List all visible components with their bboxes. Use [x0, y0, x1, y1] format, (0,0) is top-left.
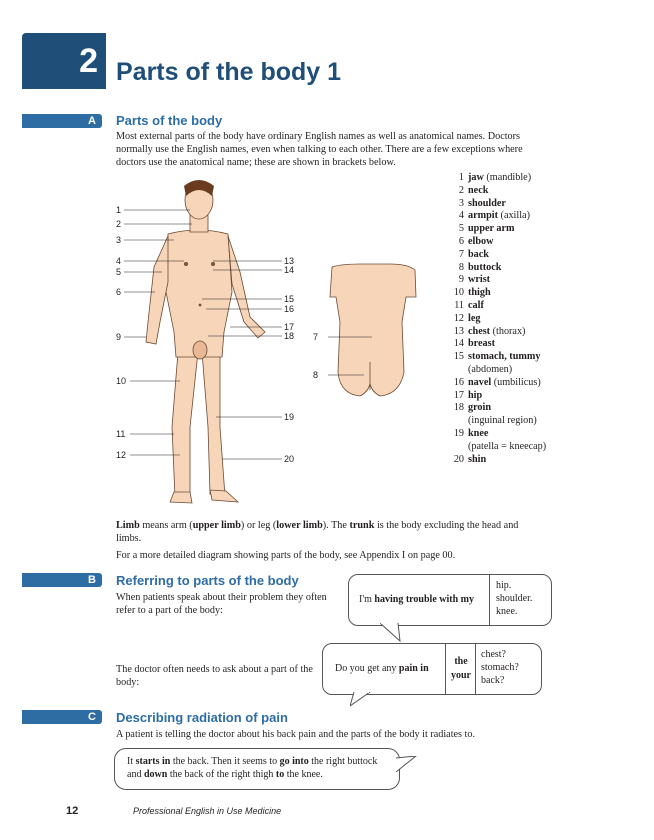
doctor-prefix: Do you get any — [335, 663, 399, 674]
body-part-name: leg — [468, 312, 481, 324]
body-part-name: navel — [468, 376, 492, 388]
body-part-item — [452, 274, 546, 287]
option-chest: chest? — [481, 649, 506, 660]
body-part-number: 6 — [458, 235, 464, 247]
label-6: 6 — [116, 287, 122, 297]
body-diagram — [110, 172, 450, 512]
body-part-number: 1 — [458, 172, 464, 183]
label-11: 11 — [116, 429, 126, 439]
body-part-number: 2 — [458, 184, 464, 196]
body-part-number: 12 — [453, 312, 464, 324]
body-part-name: buttock — [468, 261, 502, 273]
body-part-number: 16 — [453, 376, 464, 388]
body-part-anatomical: (thorax) — [490, 325, 526, 337]
body-part-item — [452, 338, 546, 351]
label-5: 5 — [116, 267, 122, 277]
body-part-number: 19 — [453, 427, 464, 439]
label-1: 1 — [116, 205, 122, 215]
body-part-number — [452, 415, 464, 428]
body-part-number: 18 — [453, 402, 464, 414]
patient-options — [496, 579, 532, 618]
label-14: 14 — [284, 265, 295, 275]
body-part-anatomical: (patella = kneecap) — [468, 440, 547, 452]
page-number: 12 — [66, 805, 79, 817]
label-3: 3 — [116, 235, 122, 245]
body-part-number: 9 — [458, 274, 464, 286]
body-part-number: 17 — [453, 389, 464, 401]
body-part-item — [452, 300, 546, 313]
label-9: 9 — [116, 332, 122, 342]
body-part-name: armpit — [468, 210, 498, 222]
body-part-item — [452, 262, 546, 275]
body-part-name: back — [468, 248, 489, 260]
body-part-anatomical: (umbilicus) — [491, 376, 541, 388]
label-10: 10 — [116, 376, 127, 386]
body-part-item — [452, 287, 546, 300]
quote-text-1: It — [127, 756, 136, 767]
patient-phrase — [359, 594, 474, 605]
section-b-title: Referring to parts of the body — [116, 573, 299, 588]
label-8: 8 — [313, 370, 319, 380]
book-title: Professional English in Use Medicine — [133, 806, 282, 816]
body-part-name: hip — [468, 389, 483, 401]
body-part-number: 4 — [458, 210, 464, 222]
label-18: 18 — [284, 331, 295, 341]
quote-text-2: the back. Then it seems to — [170, 756, 280, 767]
body-part-name: shin — [468, 453, 487, 465]
limb-term: Limb — [116, 520, 140, 531]
label-7: 7 — [313, 332, 319, 342]
option-knee: knee. — [496, 606, 518, 617]
body-part-anatomical: (inguinal region) — [468, 415, 537, 427]
body-part-name: neck — [468, 184, 489, 196]
body-part-number: 3 — [458, 197, 464, 209]
patient-speech-bubble — [348, 574, 552, 626]
patient-prefix: I'm — [359, 594, 375, 605]
section-b-bar: B — [22, 573, 102, 587]
limb-text-3: ). The — [322, 520, 350, 531]
bubble-tail-2 — [350, 692, 380, 708]
body-part-name: chest — [468, 325, 491, 337]
body-part-name: wrist — [468, 274, 491, 286]
body-part-item — [452, 198, 546, 211]
body-part-item — [452, 313, 546, 326]
body-part-name: groin — [468, 402, 492, 414]
option-back: back? — [481, 675, 505, 686]
leader-lines — [124, 210, 372, 459]
body-part-item — [452, 415, 546, 428]
appendix-note: For a more detailed diagram showing parts of the body, see Appendix I on page 00. — [116, 550, 456, 561]
body-part-name: upper arm — [468, 223, 515, 235]
doctor-options — [481, 648, 519, 687]
body-part-name: shoulder — [468, 197, 506, 209]
body-part-item — [452, 249, 546, 262]
body-part-name: breast — [468, 338, 495, 350]
pain-quote — [127, 755, 389, 781]
label-4: 4 — [116, 256, 122, 266]
section-b-text-2: The doctor often needs to ask about a part of the body: — [116, 664, 313, 688]
patient-key-phrase: having trouble with my — [374, 594, 474, 605]
label-15: 15 — [284, 294, 295, 304]
quote-text-5: the knee. — [284, 769, 323, 780]
body-part-number: 5 — [458, 223, 464, 235]
body-part-anatomical: (abdomen) — [468, 363, 513, 375]
body-part-number: 7 — [458, 248, 464, 260]
bubble-tail-1 — [380, 623, 410, 643]
body-part-name: thigh — [468, 287, 491, 299]
back-figure — [330, 264, 416, 396]
quote-text-3: the right buttock and — [127, 756, 378, 780]
body-part-item — [452, 402, 546, 415]
body-part-number: 20 — [453, 453, 464, 465]
body-part-item — [452, 390, 546, 403]
unit-title: Parts of the body 1 — [116, 58, 342, 86]
limb-definition — [116, 519, 536, 545]
section-a-intro: Most external parts of the body have ordinary English names as well as anatomical names. Doctors normally use the English names, even when talking to each other. There are a few exceptions where doctors use the anatomical name; these are shown in brackets below. — [116, 131, 523, 168]
trunk-term: trunk — [349, 520, 375, 531]
body-part-item — [452, 172, 546, 185]
section-c-bar: C — [22, 710, 102, 724]
section-b-text-1: When patients speak about their problem they often refer to a part of the body: — [116, 592, 327, 616]
body-part-item — [452, 428, 546, 441]
body-part-name: calf — [468, 299, 484, 311]
label-2: 2 — [116, 219, 122, 229]
label-19: 19 — [284, 412, 295, 422]
doctor-key-phrase: pain in — [398, 663, 429, 674]
body-part-number: 10 — [453, 287, 464, 299]
option-shoulder: shoulder. — [496, 593, 533, 604]
quote-to: to — [275, 769, 285, 780]
body-part-item — [452, 185, 546, 198]
section-a-bar: A — [22, 114, 102, 128]
body-part-number: 11 — [454, 299, 464, 311]
label-20: 20 — [284, 454, 295, 464]
body-part-item — [452, 377, 546, 390]
body-part-number — [452, 364, 464, 377]
body-part-item — [452, 223, 546, 236]
option-hip: hip. — [496, 580, 512, 591]
body-part-item — [452, 326, 546, 339]
body-parts-list — [452, 172, 546, 466]
doctor-articles — [449, 655, 473, 683]
unit-number: 2 — [79, 41, 98, 80]
body-part-item — [452, 210, 546, 223]
upper-limb-term: upper limb — [192, 520, 241, 531]
pain-quote-bubble — [114, 748, 400, 790]
body-part-item — [452, 351, 546, 364]
body-part-name: elbow — [468, 235, 494, 247]
option-stomach: stomach? — [481, 662, 519, 673]
body-part-name: jaw — [468, 172, 484, 183]
body-part-anatomical: (mandible) — [483, 172, 532, 183]
body-part-item — [452, 236, 546, 249]
limb-text-4: is the body excluding the head and limbs. — [116, 520, 519, 544]
label-17: 17 — [284, 322, 295, 332]
quote-text-4: the back of the right thigh — [167, 769, 276, 780]
label-13: 13 — [284, 256, 295, 266]
bubble-tail-3 — [396, 756, 420, 778]
label-16: 16 — [284, 304, 295, 314]
quote-down: down — [143, 769, 168, 780]
limb-text-1: means arm ( — [139, 520, 193, 531]
section-c-intro: A patient is telling the doctor about his back pain and the parts of the body it radiates to. — [116, 729, 476, 740]
body-part-item — [452, 364, 546, 377]
quote-go-into: go into — [279, 756, 309, 767]
label-12: 12 — [116, 450, 127, 460]
body-part-name: knee — [468, 427, 489, 439]
body-part-number: 15 — [453, 351, 464, 363]
doctor-speech-bubble — [322, 643, 542, 695]
body-part-item — [452, 441, 546, 454]
section-a-title: Parts of the body — [116, 113, 223, 128]
body-part-anatomical: (axilla) — [498, 210, 530, 222]
section-c-title: Describing radiation of pain — [116, 710, 288, 725]
body-part-name: stomach, tummy — [468, 351, 541, 363]
article-your: your — [451, 670, 471, 681]
limb-text-2: ) or leg ( — [240, 520, 277, 531]
quote-starts-in: starts in — [135, 756, 171, 767]
article-the: the — [454, 656, 468, 667]
doctor-phrase — [335, 663, 429, 674]
unit-number-box — [22, 33, 106, 89]
body-part-item — [452, 454, 546, 467]
body-part-number: 8 — [458, 261, 464, 273]
body-part-number: 13 — [453, 325, 464, 337]
body-part-number — [452, 441, 464, 454]
lower-limb-term: lower limb — [276, 520, 323, 531]
body-part-number: 14 — [453, 338, 464, 350]
